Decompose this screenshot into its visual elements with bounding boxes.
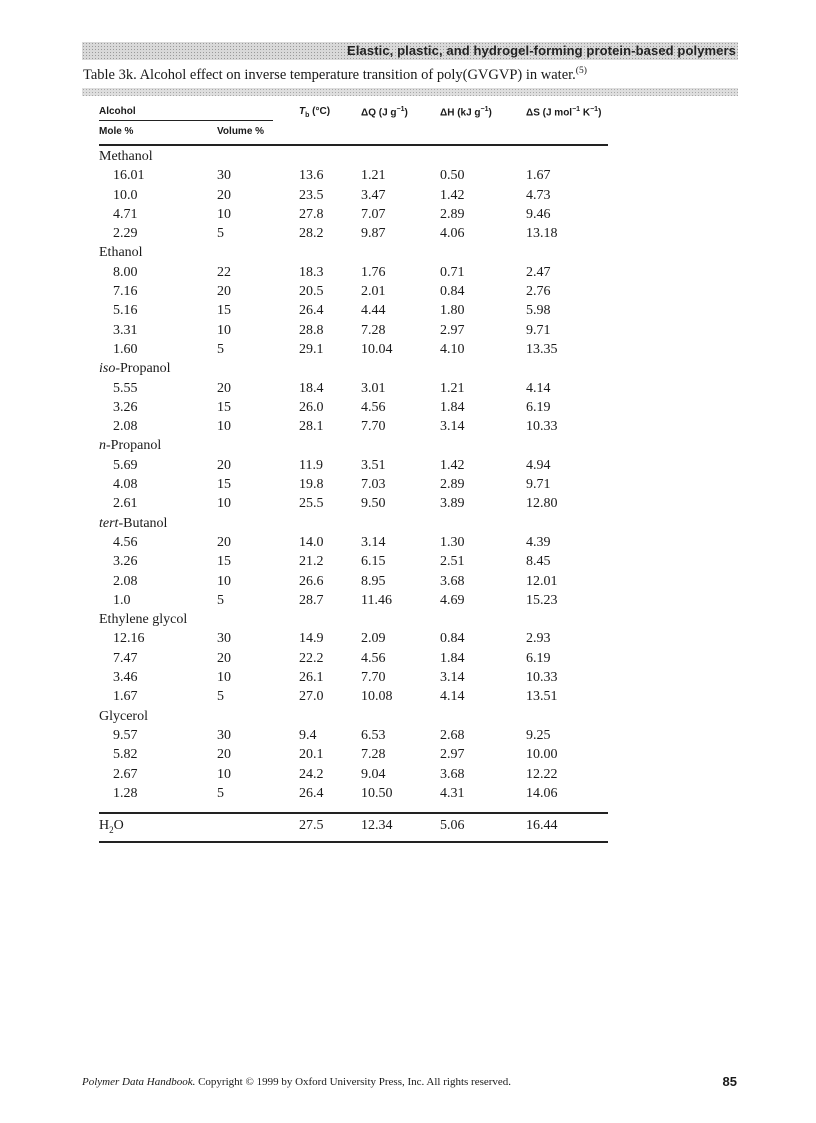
cell-dq: 2.09 (361, 631, 386, 647)
cell-volume: 5 (217, 689, 224, 705)
table-row (99, 592, 608, 611)
cell-mole: 4.08 (113, 477, 138, 493)
cell-tb: 20.1 (299, 747, 324, 763)
cell-mole: 4.56 (113, 534, 138, 550)
cell-dq: 4.56 (361, 650, 386, 666)
cell-mole: 2.61 (113, 496, 138, 512)
cell-mole: 2.08 (113, 573, 138, 589)
table-row (99, 727, 608, 746)
cell-volume: 20 (217, 747, 231, 763)
cell-dh: 2.68 (440, 727, 465, 743)
cell-dq: 7.07 (361, 206, 386, 222)
cell-mole: 7.47 (113, 650, 138, 666)
cell-volume: 30 (217, 727, 231, 743)
cell-dq: 9.04 (361, 766, 386, 782)
group-name-text: -Propanol (106, 438, 162, 454)
cell-volume: 15 (217, 303, 231, 319)
cell-tb: 19.8 (299, 477, 324, 493)
cell-tb: 28.1 (299, 419, 324, 435)
table-rule-above-water (99, 812, 608, 814)
cell-dh: 1.21 (440, 380, 465, 396)
cell-volume: 10 (217, 573, 231, 589)
cell-tb: 26.6 (299, 573, 324, 589)
cell-tb: 20.5 (299, 284, 324, 300)
cell-mole: 3.46 (113, 670, 138, 686)
cell-ds: 6.19 (526, 399, 551, 415)
cell-tb: 26.4 (299, 303, 324, 319)
table-row (99, 380, 608, 399)
cell-mole: 5.55 (113, 380, 138, 396)
cell-mole: 2.08 (113, 419, 138, 435)
cell-dh: 1.42 (440, 187, 465, 203)
cell-dq: 3.14 (361, 534, 386, 550)
table-bottom-rule (99, 841, 608, 843)
table-row (99, 650, 608, 669)
cell-mole: 1.67 (113, 689, 138, 705)
cell-ds: 8.45 (526, 554, 551, 570)
cell-ds: 4.94 (526, 457, 551, 473)
cell-dq: 1.21 (361, 168, 386, 184)
cell-tb: 29.1 (299, 341, 324, 357)
group-name-text: Glycerol (99, 708, 148, 724)
cell-dq: 7.03 (361, 477, 386, 493)
cell-mole: 3.31 (113, 322, 138, 338)
cell-mole: 12.16 (113, 631, 145, 647)
cell-tb: 18.3 (299, 264, 324, 280)
cell-ds: 4.39 (526, 534, 551, 550)
cell-ds: 9.25 (526, 727, 551, 743)
cell-dh: 2.97 (440, 747, 465, 763)
cell-dh: 2.89 (440, 206, 465, 222)
cell-volume: 5 (217, 785, 224, 801)
group-heading (99, 360, 608, 379)
cell-ds: 9.71 (526, 322, 551, 338)
cell-dq: 6.53 (361, 727, 386, 743)
cell-dq: 9.50 (361, 496, 386, 512)
table-row (99, 187, 608, 206)
cell-dq: 11.46 (361, 592, 392, 608)
cell-ds: 5.98 (526, 303, 551, 319)
col-header-ds (526, 106, 601, 118)
cell-dh: 0.84 (440, 284, 465, 300)
cell-dh: 4.10 (440, 341, 465, 357)
col-header-alcohol: Alcohol (99, 106, 136, 117)
cell-tb: 23.5 (299, 187, 324, 203)
cell-tb: 21.2 (299, 554, 324, 570)
cell-dq: 10.04 (361, 341, 393, 357)
table-row (99, 283, 608, 302)
table-row (99, 399, 608, 418)
cell-volume: 20 (217, 380, 231, 396)
dq-label: ΔQ (J g (361, 107, 397, 119)
cell-dq: 7.70 (361, 670, 386, 686)
table-row (99, 495, 608, 514)
cell-mole: 4.71 (113, 206, 138, 222)
table-row (99, 553, 608, 572)
group-heading (99, 148, 608, 167)
cell-mole: 10.0 (113, 187, 138, 203)
cell-dq: 10.08 (361, 689, 393, 705)
col-header-dq (361, 106, 408, 118)
cell-volume: 20 (217, 650, 231, 666)
table-row (99, 206, 608, 225)
cell-dh: 0.50 (440, 168, 465, 184)
water-dh: 5.06 (440, 818, 465, 834)
dq-close: ) (404, 107, 408, 119)
cell-tb: 28.2 (299, 226, 324, 242)
table-row (99, 341, 608, 360)
cell-dq: 7.28 (361, 322, 386, 338)
cell-mole: 7.16 (113, 284, 138, 300)
header-subrule (99, 120, 273, 121)
cell-volume: 20 (217, 284, 231, 300)
cell-dq: 3.01 (361, 380, 386, 396)
cell-dh: 1.42 (440, 457, 465, 473)
caption-band (82, 88, 738, 96)
cell-ds: 13.18 (526, 226, 558, 242)
cell-dh: 2.97 (440, 322, 465, 338)
cell-mole: 3.26 (113, 554, 138, 570)
cell-dh: 1.30 (440, 534, 465, 550)
cell-ds: 12.80 (526, 496, 558, 512)
cell-mole: 9.57 (113, 727, 138, 743)
col-header-dh (440, 106, 492, 118)
cell-dh: 1.84 (440, 650, 465, 666)
cell-dh: 2.51 (440, 554, 465, 570)
group-name (99, 516, 167, 532)
cell-ds: 10.33 (526, 670, 558, 686)
header-row-2 (99, 122, 608, 144)
cell-ds: 1.67 (526, 168, 551, 184)
cell-tb: 28.8 (299, 322, 324, 338)
cell-mole: 1.28 (113, 785, 138, 801)
ds-label: ΔS (J mol (526, 107, 573, 119)
table-row (99, 302, 608, 321)
cell-ds: 2.76 (526, 284, 551, 300)
cell-volume: 10 (217, 496, 231, 512)
group-name-text: -Butanol (118, 515, 168, 531)
cell-dq: 6.15 (361, 554, 386, 570)
cell-mole: 1.0 (113, 592, 131, 608)
group-name-prefix: n (99, 438, 106, 454)
header-rule (99, 144, 608, 146)
cell-dq: 1.76 (361, 264, 386, 280)
group-name-prefix: iso (99, 361, 116, 377)
cell-dh: 3.68 (440, 766, 465, 782)
cell-mole: 2.29 (113, 226, 138, 242)
cell-mole: 8.00 (113, 264, 138, 280)
cell-ds: 14.06 (526, 785, 558, 801)
table-row (99, 476, 608, 495)
cell-tb: 18.4 (299, 380, 324, 396)
cell-dh: 4.69 (440, 592, 465, 608)
group-name (99, 438, 161, 454)
cell-dq: 8.95 (361, 573, 386, 589)
group-name-text: -Propanol (115, 361, 171, 377)
group-heading (99, 515, 608, 534)
cell-dq: 2.01 (361, 284, 386, 300)
cell-tb: 14.0 (299, 534, 324, 550)
cell-volume: 20 (217, 187, 231, 203)
cell-volume: 5 (217, 226, 224, 242)
dh-label: ΔH (kJ g (440, 107, 481, 119)
group-heading (99, 244, 608, 263)
col-header-tb (299, 106, 330, 119)
group-name (99, 245, 143, 261)
cell-volume: 20 (217, 534, 231, 550)
tb-unit: (°C) (309, 106, 331, 117)
cell-volume: 15 (217, 554, 231, 570)
cell-dh: 0.71 (440, 264, 465, 280)
page-number: 85 (722, 1074, 737, 1089)
cell-mole: 2.67 (113, 766, 138, 782)
cell-dh: 4.06 (440, 226, 465, 242)
dh-sup: −1 (480, 106, 489, 113)
table-row (99, 457, 608, 476)
cell-ds: 4.14 (526, 380, 551, 396)
cell-volume: 30 (217, 168, 231, 184)
cell-ds: 4.73 (526, 187, 551, 203)
cell-ds: 13.51 (526, 689, 558, 705)
cell-tb: 22.2 (299, 650, 324, 666)
cell-mole: 5.69 (113, 457, 138, 473)
cell-volume: 15 (217, 399, 231, 415)
table-row (99, 264, 608, 283)
cell-volume: 30 (217, 631, 231, 647)
group-heading (99, 437, 608, 456)
footer-copyright: Copyright © 1999 by Oxford University Press, Inc. All rights reserved. (195, 1076, 512, 1088)
cell-dq: 4.56 (361, 399, 386, 415)
ds-mid: K (580, 107, 591, 119)
cell-tb: 13.6 (299, 168, 324, 184)
cell-volume: 10 (217, 766, 231, 782)
table-row (99, 688, 608, 707)
ds-sup1: −1 (572, 106, 581, 113)
water-sub: 2 (109, 824, 114, 835)
cell-dq: 7.70 (361, 419, 386, 435)
table-row (99, 746, 608, 765)
cell-dh: 0.84 (440, 631, 465, 647)
ds-sup2: −1 (590, 106, 599, 113)
cell-volume: 10 (217, 206, 231, 222)
cell-volume: 10 (217, 419, 231, 435)
cell-mole: 5.16 (113, 303, 138, 319)
cell-volume: 22 (217, 264, 231, 280)
cell-dh: 3.68 (440, 573, 465, 589)
footer-book-title: Polymer Data Handbook. (82, 1076, 196, 1088)
cell-volume: 5 (217, 592, 224, 608)
cell-ds: 15.23 (526, 592, 558, 608)
cell-ds: 12.01 (526, 573, 558, 589)
cell-dq: 10.50 (361, 785, 393, 801)
table-row (99, 534, 608, 553)
cell-tb: 11.9 (299, 457, 323, 473)
caption-text: Table 3k. Alcohol effect on inverse temperature transition of poly(GVGVP) in water. (83, 66, 576, 83)
tb-symbol: T (299, 106, 306, 117)
running-header-title: Elastic, plastic, and hydrogel-forming protein-based polymers (347, 43, 736, 58)
cell-tb: 24.2 (299, 766, 324, 782)
table-row (99, 167, 608, 186)
cell-dh: 3.14 (440, 419, 465, 435)
caption-reference: (5) (575, 66, 587, 76)
group-name-prefix: tert (99, 515, 119, 531)
cell-ds: 2.47 (526, 264, 551, 280)
cell-ds: 6.19 (526, 650, 551, 666)
cell-tb: 26.0 (299, 399, 324, 415)
cell-mole: 1.60 (113, 341, 138, 357)
tb-subscript: b (305, 112, 310, 119)
table-row (99, 225, 608, 244)
copyright-footer (82, 1076, 511, 1088)
cell-dq: 7.28 (361, 747, 386, 763)
cell-volume: 15 (217, 477, 231, 493)
cell-dq: 4.44 (361, 303, 386, 319)
water-tb: 27.5 (299, 818, 324, 834)
dq-sup: −1 (396, 106, 405, 113)
group-name-text: Ethanol (99, 245, 143, 261)
cell-volume: 5 (217, 341, 224, 357)
cell-dq: 3.47 (361, 187, 386, 203)
table-row (99, 766, 608, 785)
cell-dq: 9.87 (361, 226, 386, 242)
cell-ds: 9.71 (526, 477, 551, 493)
group-heading (99, 708, 608, 727)
group-name-text: Ethylene glycol (99, 612, 188, 628)
cell-ds: 12.22 (526, 766, 558, 782)
table-row (99, 630, 608, 649)
cell-volume: 20 (217, 457, 231, 473)
cell-dh: 4.14 (440, 689, 465, 705)
table-row (99, 322, 608, 341)
cell-tb: 25.5 (299, 496, 324, 512)
cell-volume: 10 (217, 670, 231, 686)
water-dq: 12.34 (361, 818, 393, 834)
table-row (99, 418, 608, 437)
group-heading (99, 611, 608, 630)
cell-tb: 27.8 (299, 206, 324, 222)
cell-tb: 26.1 (299, 670, 324, 686)
cell-tb: 14.9 (299, 631, 324, 647)
cell-ds: 10.33 (526, 419, 558, 435)
cell-dh: 4.31 (440, 785, 465, 801)
cell-dq: 3.51 (361, 457, 386, 473)
cell-tb: 26.4 (299, 785, 324, 801)
group-name (99, 709, 148, 725)
cell-tb: 28.7 (299, 592, 324, 608)
header-row-1 (99, 100, 608, 122)
cell-ds: 10.00 (526, 747, 558, 763)
table-row (99, 785, 608, 804)
cell-dh: 3.14 (440, 670, 465, 686)
cell-dh: 2.89 (440, 477, 465, 493)
cell-dh: 1.80 (440, 303, 465, 319)
cell-mole: 5.82 (113, 747, 138, 763)
table-row (99, 573, 608, 592)
group-name (99, 149, 153, 165)
cell-volume: 10 (217, 322, 231, 338)
water-h: H (99, 818, 110, 834)
group-name (99, 612, 187, 628)
cell-ds: 13.35 (526, 341, 558, 357)
water-label (99, 818, 124, 835)
water-ds: 16.44 (526, 818, 558, 834)
cell-mole: 3.26 (113, 399, 138, 415)
group-name (99, 361, 171, 377)
col-header-volume: Volume % (217, 126, 265, 137)
dh-close: ) (488, 107, 492, 119)
ds-close: ) (598, 107, 602, 119)
cell-tb: 27.0 (299, 689, 324, 705)
cell-ds: 2.93 (526, 631, 551, 647)
cell-tb: 9.4 (299, 727, 317, 743)
col-header-mole: Mole % (99, 126, 134, 137)
cell-dh: 3.89 (440, 496, 465, 512)
group-name-text: Methanol (99, 149, 153, 164)
table-body (99, 148, 608, 804)
water-o: O (113, 818, 124, 834)
cell-ds: 9.46 (526, 206, 551, 222)
cell-mole: 16.01 (113, 168, 145, 184)
table-caption (83, 66, 587, 84)
cell-dh: 1.84 (440, 399, 465, 415)
table-row (99, 669, 608, 688)
data-table (99, 100, 608, 835)
